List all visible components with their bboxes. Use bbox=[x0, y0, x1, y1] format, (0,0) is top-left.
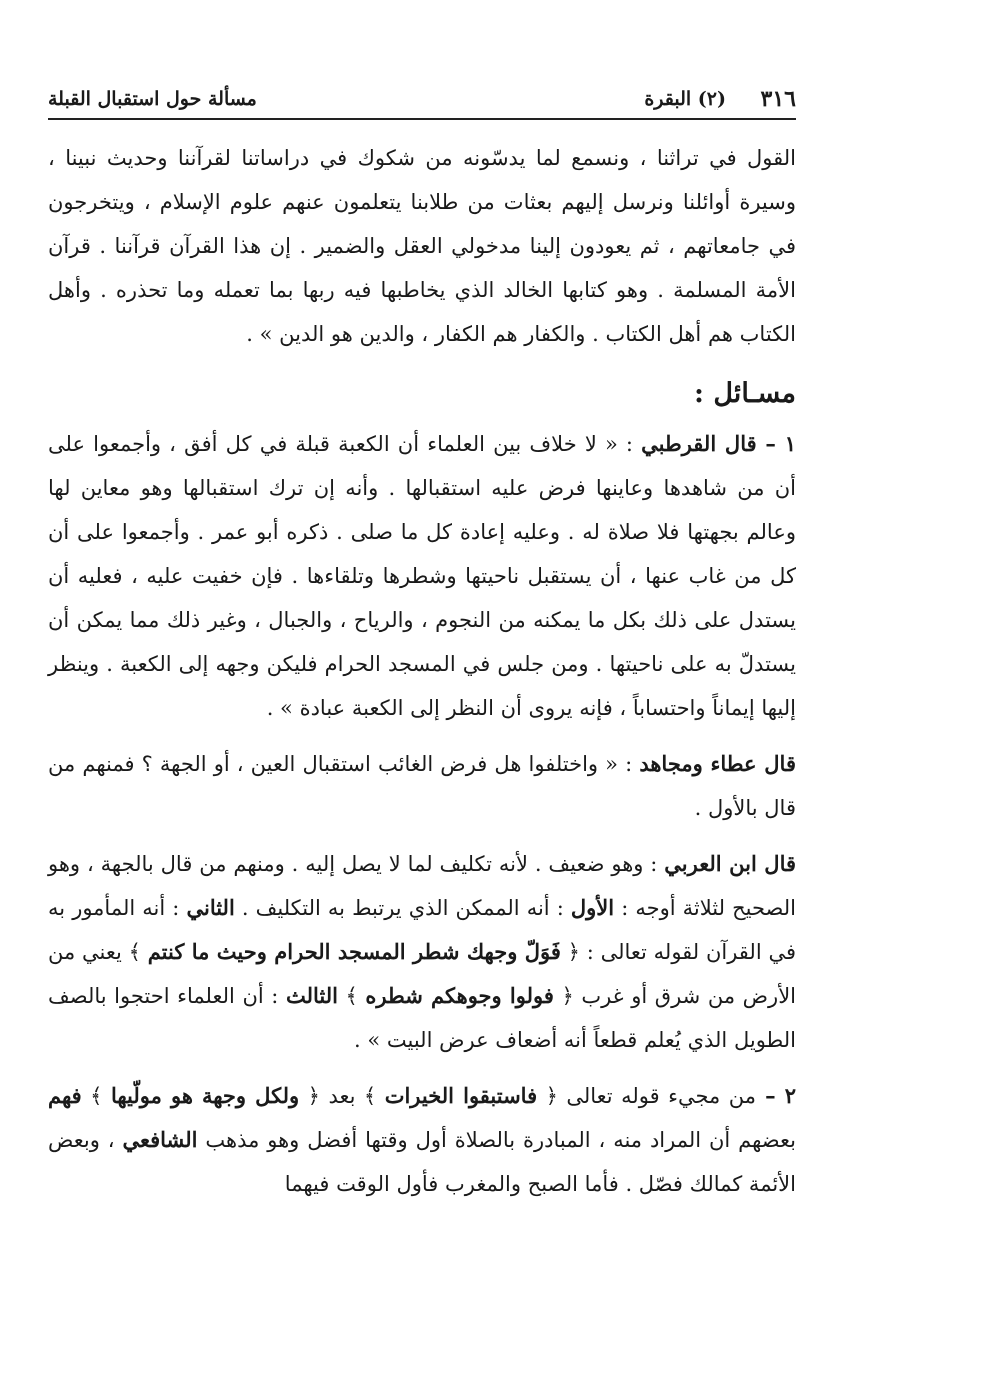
page-header bbox=[48, 80, 796, 120]
verse-text: ولكل وجهة هو مولّيها bbox=[110, 1083, 300, 1108]
speaker-name: قال عطاء ومجاهد bbox=[639, 751, 796, 776]
running-title: مسألة حول استقبال القبلة bbox=[48, 88, 257, 110]
page-body bbox=[48, 136, 796, 1206]
paragraph-second-issue: ٢ – من مجيء قوله تعالى ﴿ فاستبقوا الخيرات ﴾ بعد ﴿ ولكل وجهة هو مولّيها ﴾ فهم بعضهم أن المراد منه ، المبادرة بالصلاة أول وقتها أفضل وهو مذهب الشافعي ، وبعض الأئمة كمالك فصّل . فأما الصبح والمغرب فأول الوقت فيهما bbox=[48, 1083, 797, 1196]
point-first: الأول bbox=[570, 895, 615, 920]
verse-text: فاستبقوا الخيرات bbox=[384, 1083, 538, 1108]
item-number: ١ – bbox=[756, 431, 796, 456]
verse-text: فولوا وجوهكم شطره bbox=[365, 983, 554, 1008]
item-number: ٢ – bbox=[756, 1083, 797, 1108]
understood-word: فهم bbox=[48, 1083, 82, 1108]
quote-text: : « واختلفوا هل فرض الغائب استقبال العين ، أو الجهة ؟ فمنهم من قال بالأول . bbox=[48, 752, 796, 820]
paragraph-ata-mujahid bbox=[48, 742, 796, 830]
speaker-name: قال ابن العربي bbox=[664, 851, 796, 876]
paragraph-ibn-arabi: قال ابن العربي : وهو ضعيف . لأنه تكليف لما لا يصل إليه . ومنهم من قال بالجهة ، وهو الصحيح لثلاثة أوجه : الأول : أنه الممكن الذي يرتبط به التكليف . الثاني : أنه المأمور به في القرآن لقوله تعالى : ﴿ فَوَلّ وجهك شطر المسجد الحرام وحيث ما كنتم ﴾ يعني من الأرض من شرق أو غرب ﴿ فولوا وجوهكم شطره ﴾ الثالث : أن العلماء احتجوا بالصف الطويل الذي يُعلم قطعاً أنه أضعاف عرض البيت » . bbox=[48, 851, 797, 1052]
book-page bbox=[48, 80, 796, 1360]
point-third: الثالث bbox=[285, 983, 338, 1008]
intro-paragraph: القول في تراثنا ، ونسمع لما يدسّونه من شكوك في دراساتنا لقرآننا وحديث نبينا ، وسيرة أوائلنا ونرسل إليهم بعثات من طلابنا يتعلمون عنهم علوم الإسلام ، ويتخرجون في جامعاتهم ، ثم يعودون إلينا مدخولي العقل والضمير . إن هذا القرآن قرآننا . قرآن الأمة المسلمة . وهو كتابها الخالد الذي يخاطبها فيه ربها بما تعمله وما تحذره . وأهل الكتاب هم أهل الكتاب . والكفار هم الكفار ، والدين هو الدين » . bbox=[48, 146, 796, 346]
speaker-name: قال القرطبي bbox=[641, 431, 757, 456]
paragraph-qurtubi bbox=[48, 422, 796, 730]
shafii-name: الشافعي bbox=[122, 1127, 198, 1152]
section-heading: مسـائل : bbox=[693, 378, 796, 409]
verse-text: فَوَلّ وجهك شطر المسجد الحرام وحيث ما كنتم bbox=[147, 939, 561, 964]
page-number: ٣١٦ bbox=[760, 86, 796, 112]
point-second: الثاني bbox=[186, 895, 235, 920]
surah-label: (٢) البقرة bbox=[644, 88, 726, 110]
quote-text: : « لا خلاف بين العلماء أن الكعبة قبلة في كل أفق ، وأجمعوا على أن من شاهدها وعاينها فرض عليه استقبالها . وأنه إن ترك استقبالها وهو معاين لها وعالم بجهتها فلا صلاة له . وعليه إعادة كل ما صلى . ذكره أبو عمر . وأجمعوا على أن كل من غاب عنها ، أن يستقبل ناحيتها وشطرها وتلقاءها . فإن خفيت عليه ، فعليه أن يستدل على ذلك بكل ما يمكنه من النجوم ، والرياح ، والجبال ، وغير ذلك مما يمكن أن يستدلّ به على ناحيتها . ومن جلس في المسجد الحرام فليكن وجهه إلى الكعبة . وينظر إليها إيماناً واحتساباً ، فإنه يروى أن النظر إلى الكعبة عبادة » . bbox=[48, 432, 796, 720]
